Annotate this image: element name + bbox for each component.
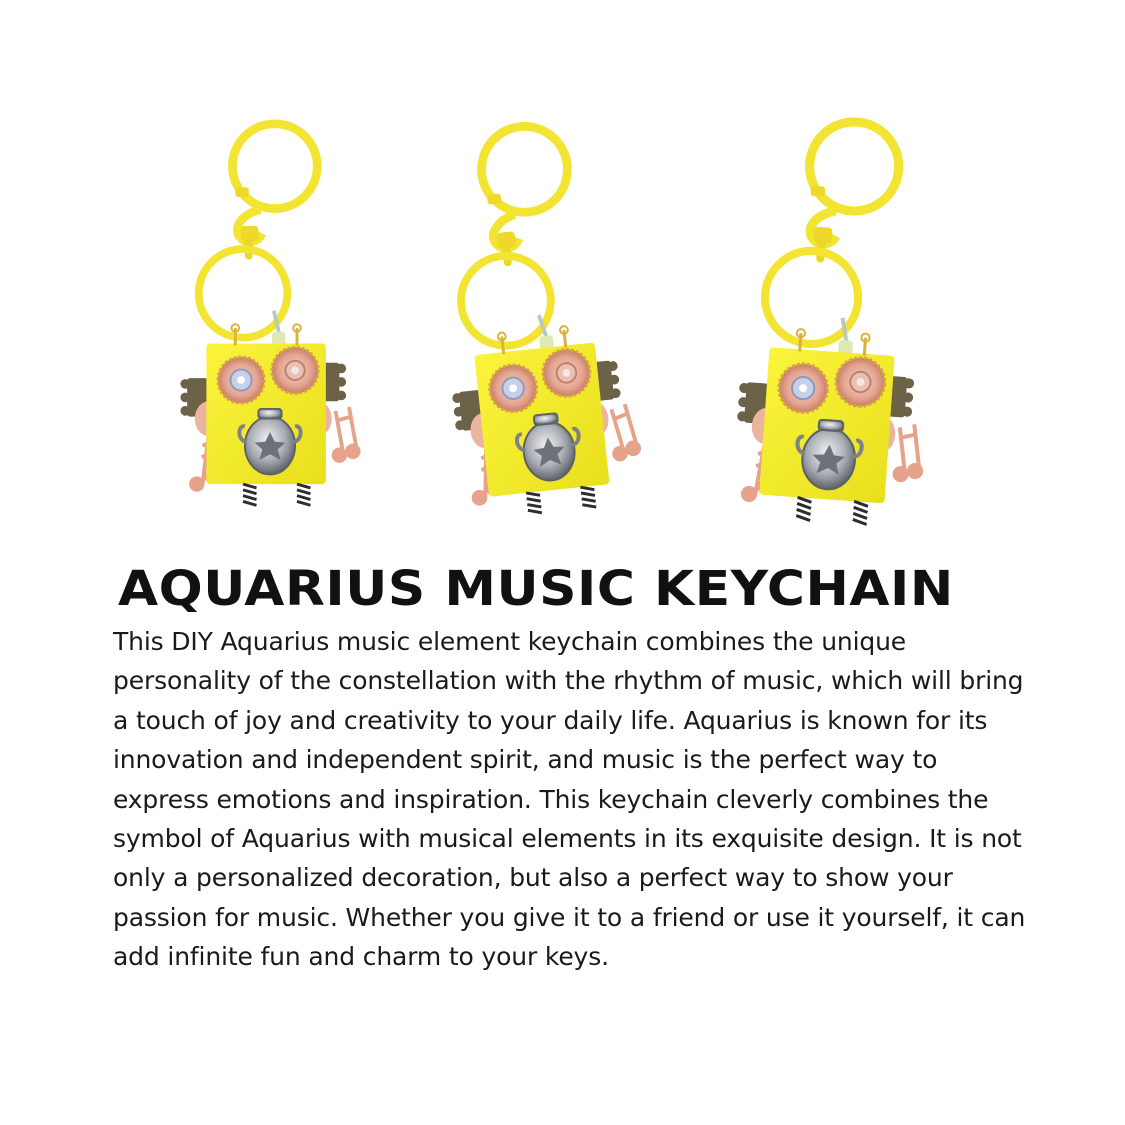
product-description: This DIY Aquarius music element keychain combines the unique personality of the constellation with the rhythm of music, which will bring a touch of joy and creativity to your daily life. Aquarius is known for its innovation and independent spirit, and music is the perfect way to express emotions and inspiration. This keychain cleverly combines the symbol of Aquarius with musical elements in its exquisite design. It is not only a personalized decoration, but also a perfect way to show your passion for music. Whether you give it to a friend or use it yourself, it can add infinite fun and charm to your keys. — [113, 627, 1026, 972]
keychain-image-2 — [435, 120, 645, 520]
product-title: AQUARIUS MUSIC KEYCHAIN — [118, 561, 954, 617]
keychain-icon — [720, 115, 950, 530]
keychain-icon — [435, 120, 645, 520]
keychain-image-3 — [720, 115, 950, 530]
keychain-icon — [165, 118, 375, 513]
keychain-image-1 — [165, 118, 375, 513]
